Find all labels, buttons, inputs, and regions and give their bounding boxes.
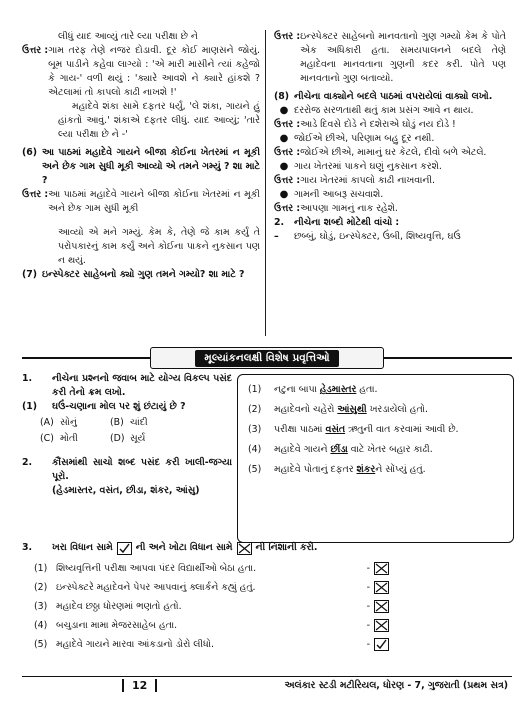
- answers-list: [248, 383, 505, 477]
- footer-text: અલંકાર સ્ટડી મટીરિયલ, ધોરણ - 7, ગુજરાતી (પ્રથમ સત્ર): [284, 680, 508, 691]
- bullet-item: [274, 188, 506, 202]
- statement-number: (4): [34, 619, 48, 631]
- cross-mark-icon[interactable]: [374, 600, 389, 613]
- option-key: (D): [110, 433, 125, 444]
- filled-word: આંસુથી: [337, 404, 367, 415]
- answer-number: (4): [248, 444, 262, 455]
- answer-text: ગામ તરફ તેણે નજર દોડાવી. દૂર કોઈ માણસને જોયું. બૂમ પાડીને કહેવા લાગ્યો : 'એ મારી માસીને ત્યાં કહેજો કે ગાય-' વળી થયું : 'ક્યારે આવશે ને ક્યારે હાંકશે ? એટલામાં તો કાપલો કાઢી નાખશે !': [48, 45, 260, 98]
- sentence-end: ખરડાયેલો હતો.: [366, 404, 428, 415]
- section-banner: [150, 347, 384, 369]
- sentence-start: નટુના બાપા: [274, 384, 320, 395]
- sentence-start: મહાદેવે ગાયને: [274, 444, 331, 455]
- paragraph: મહાદેવે શંકા સામે દફતર ધર્યું, 'લે શંકા, ગાયને હું હાંકતો આવું.' શંકાએ દફતર લીધું. યાદ આવ્યું; 'તારે લ્યા પરીક્ષા છે ને -': [58, 101, 260, 140]
- statement-number: (3): [34, 600, 48, 612]
- column-divider: [265, 30, 266, 336]
- bullet-icon: ●: [279, 133, 289, 144]
- page-footer: [22, 676, 512, 695]
- answer-block: [274, 202, 506, 216]
- answer-label: ઉત્તર :: [274, 119, 301, 130]
- bullet-item: [274, 104, 506, 118]
- answer-sentence: [274, 443, 505, 457]
- question-number: (6): [22, 147, 38, 158]
- statement-row: [22, 635, 512, 654]
- section-number: 3.: [22, 542, 33, 553]
- bullet-text: જોઈએ છીએ, પરિણામ બહુ દૂર નથી.: [294, 133, 435, 144]
- dash: -: [366, 581, 370, 593]
- answers-box: [237, 374, 514, 543]
- answer-sentence: [274, 423, 505, 437]
- answer-number: (5): [248, 464, 262, 475]
- question-text: આ પાઠમાં મહાદેવે ગાયને બીજા કોઈના ખેતરમાં ન મૂકી અને છેક ગામ સુધી મૂકી આવ્યો એ તમને ગમ્યું ? શા માટે ?: [42, 147, 260, 186]
- paragraph: આવ્યો એ મને ગમ્યું. કેમ કે, તેણે જે કામ કર્યું તે પરોપકારનું કામ કર્યું અને કોઈના પાકને નુકસાન પણ ન થયું.: [58, 227, 260, 266]
- question-number: (1): [22, 401, 38, 412]
- answer-block: [22, 188, 260, 216]
- statement-text: ઇન્સ્પેક્ટરે મહાદેવને પેપર આપવાનું ક્લાર્કને કહ્યું હતું.: [56, 581, 256, 593]
- check-mark-icon[interactable]: [374, 638, 389, 651]
- section-heading: [22, 456, 232, 484]
- question-text: ઇન્સ્પેક્ટર સાહેબનો ક્યો ગુણ તમને ગમ્યો? શા માટે ?: [42, 269, 245, 280]
- statement-row: [22, 559, 512, 578]
- section-number: 2.: [22, 457, 33, 468]
- answer-label: ઉત્તર :: [22, 189, 49, 200]
- answer-block: [274, 174, 506, 188]
- statement-text: મહાદેવે ગાયને મારવા આંકડાનો ડોરો લીધો.: [56, 638, 214, 650]
- answer-label: ઉત્તર :: [274, 175, 301, 186]
- statement-text: બચુડાના મામા મેજરસાહેબ હતા.: [56, 619, 178, 631]
- statement-number: (2): [34, 581, 48, 593]
- question-number: 2.: [274, 217, 285, 228]
- sentence-start: પરીક્ષા પાઠમાં: [274, 424, 326, 435]
- instruction-end: ની નિશાની કરો.: [255, 542, 318, 553]
- check-sample-icon: [117, 542, 132, 555]
- banner-rule-left: [22, 357, 150, 359]
- true-false-list: [22, 559, 512, 654]
- left-column: [22, 30, 260, 282]
- bullet-icon: ●: [279, 189, 289, 200]
- bullet-icon: ●: [279, 105, 289, 116]
- section-heading: [22, 372, 232, 400]
- option-label: સૂર્ય: [130, 433, 146, 444]
- answer-label: ઉત્તર :: [274, 203, 301, 214]
- statement-row: [22, 616, 512, 635]
- answer-number: (3): [248, 424, 262, 435]
- bullet-item: [274, 132, 506, 146]
- sentence-start: મહાદેવનો ચહેરો: [274, 404, 338, 415]
- paragraph: લીધું યાદ આવ્યું તારે લ્યા પરીક્ષા છે ને: [58, 31, 198, 42]
- fill-answer: [248, 423, 505, 437]
- question-text: નીચેના શબ્દો મોટેથી વાંચો :: [294, 217, 400, 228]
- answer-text: ગાય ખેતરમાં કાપલો કાઢી નાખવાની.: [300, 175, 436, 186]
- answer-number: (2): [248, 404, 262, 415]
- option-key: (B): [110, 417, 124, 428]
- question-text: ઘઉં-ચણાના મોલ પર શું છંટાયું છે ?: [52, 401, 186, 412]
- fill-answer: [248, 443, 505, 457]
- answer-text: જોઈએ છીએ, મામાનું ઘર કેટલે, દીવો બળે એટલે.: [300, 147, 487, 158]
- answer-block: [274, 118, 506, 132]
- right-column: [274, 30, 506, 244]
- sentence-end: હતા.: [356, 384, 378, 395]
- answer-text: આપણા ગામનું નાક રહેશે.: [300, 203, 398, 214]
- question-block: [274, 216, 506, 230]
- instruction-start: ખરા વિધાન સામે: [52, 542, 113, 553]
- option-label: સોનું: [60, 417, 77, 428]
- question-number: (7): [22, 269, 38, 280]
- options-grid: [22, 416, 232, 446]
- section-heading: [22, 541, 512, 555]
- answer-number: (1): [248, 384, 262, 395]
- option-key: (C): [40, 433, 54, 444]
- fill-answer: [248, 383, 505, 397]
- statement-text: શિષ્યવૃત્તિની પરીક્ષા આપવા પંદર વિદ્યાર્થીઓ બેઠા હતા.: [56, 562, 257, 574]
- option-key: (A): [40, 417, 54, 428]
- cross-mark-icon[interactable]: [374, 619, 389, 632]
- answer-text: ઇન્સ્પેક્ટર સાહેબનો માનવતાનો ગુણ ગમ્યો કેમ કે પોતે એક અધિકારી હતા. સમયપાલનને બદલે તેણે મહાદેવના માનવતાના ગુણની કદર કરી. પોતે પણ માનવતાનો ગુણ બતાવ્યો.: [300, 31, 506, 84]
- activity-left: [22, 372, 232, 498]
- answer-block: [22, 44, 260, 100]
- statement-number: (5): [34, 638, 48, 650]
- filled-word: હેડમાસ્તર: [319, 384, 357, 395]
- dash: -: [366, 619, 370, 631]
- answer-label: ઉત્તર :: [22, 45, 49, 56]
- question-number: (8): [274, 91, 290, 102]
- page-number: 12: [122, 679, 157, 692]
- sentence-start: મહાદેવે પોતાનું દફતર: [274, 464, 357, 475]
- section-text: નીચેના પ્રશ્નનો જવાબ માટે યોગ્ય વિકલ્પ પસંદ કરી તેનો ક્રમ લખો.: [52, 373, 232, 398]
- question-block: [22, 146, 260, 188]
- banner-title: મૂલ્યાંકનલક્ષી વિશેષ પ્રવૃત્તિઓ: [195, 350, 338, 367]
- sentence-end: ને સોંપ્યું હતું.: [375, 464, 426, 475]
- word-list-text: છબ્બું, ઘોડું, ઇન્સ્પેક્ટર, ઉંબી, શિષ્યવૃત્તિ, ઘઉં: [294, 231, 461, 242]
- answer-label: ઉત્તર :: [274, 147, 301, 158]
- filled-word: શંકર: [356, 464, 376, 475]
- instruction-middle: ની અને ખોટા વિધાન સામે: [135, 542, 233, 553]
- bullet-icon: ●: [279, 161, 289, 172]
- statement-text: મહાદેવ છઠ્ઠા ધોરણમાં ભણતો હતો.: [56, 600, 182, 612]
- word-list: [274, 230, 506, 244]
- answer-text: આ પાઠમાં મહાદેવે ગાયને બીજા કોઈના ખેતરમાં ન મૂકી અને છેક ગામ સુધી મૂકી: [48, 189, 260, 214]
- bullet-item: [274, 160, 506, 174]
- statement-number: (1): [34, 562, 48, 574]
- answer-label: ઉત્તર :: [274, 31, 301, 42]
- question-text: નીચેના વાક્યોને બદલે પાઠમાં વપરાયેલાં વાક્યો લખો.: [294, 91, 493, 102]
- answer-block: [274, 30, 506, 86]
- statement-row: [22, 578, 512, 597]
- answer-text: આડે દિવસે દોડે ને દશેરાએ ઘોડું નય દોડે !: [300, 119, 456, 130]
- fill-answer: [248, 403, 505, 417]
- statement-row: [22, 597, 512, 616]
- answer-block: [274, 146, 506, 160]
- banner-rule-right: [382, 357, 512, 359]
- sentence-end: વાટે ખેતર બહાર કાઢી.: [347, 444, 433, 455]
- filled-word: વસંત: [325, 424, 346, 435]
- bullet-text: ગાય ખેતરમાં પાકને ઘણું નુકસાન કરશે.: [294, 161, 442, 172]
- option-label: ચાંદી: [130, 417, 148, 428]
- filled-word: છીંડા: [330, 444, 348, 455]
- answer-sentence: [274, 383, 505, 397]
- word-choices: (હેડમાસ્તર, વસંત, છીડા, શંકર, આંસુ): [52, 485, 200, 496]
- answer-sentence: [274, 463, 505, 477]
- bullet-text: ગામની આબરૂ સચવાશે.: [294, 189, 384, 200]
- question-block: [22, 268, 260, 282]
- bullet-text: દરરોજ સરળતાથી થતું કામ પ્રસંગ આવે ન થાય.: [294, 105, 474, 116]
- cross-mark-icon[interactable]: [374, 581, 389, 594]
- dash: -: [366, 562, 370, 574]
- section-text: કૌંસમાંથી સાચો શબ્દ પસંદ કરી ખાલી-જગ્યા પૂરો.: [52, 457, 232, 482]
- question-block: [22, 400, 232, 414]
- fill-answer: [248, 463, 505, 477]
- dash: -: [366, 638, 370, 650]
- question-block: [274, 90, 506, 104]
- section-number: 1.: [22, 373, 33, 384]
- sentence-end: ઋતુની વાત કરવામાં આવી છે.: [345, 424, 459, 435]
- dash: -: [366, 600, 370, 612]
- cross-mark-icon[interactable]: [374, 562, 389, 575]
- answer-sentence: [274, 403, 505, 417]
- dash: –: [274, 231, 279, 242]
- true-false-section: [22, 541, 512, 654]
- option-label: મોતી: [60, 433, 78, 444]
- cross-sample-icon: [237, 542, 252, 555]
